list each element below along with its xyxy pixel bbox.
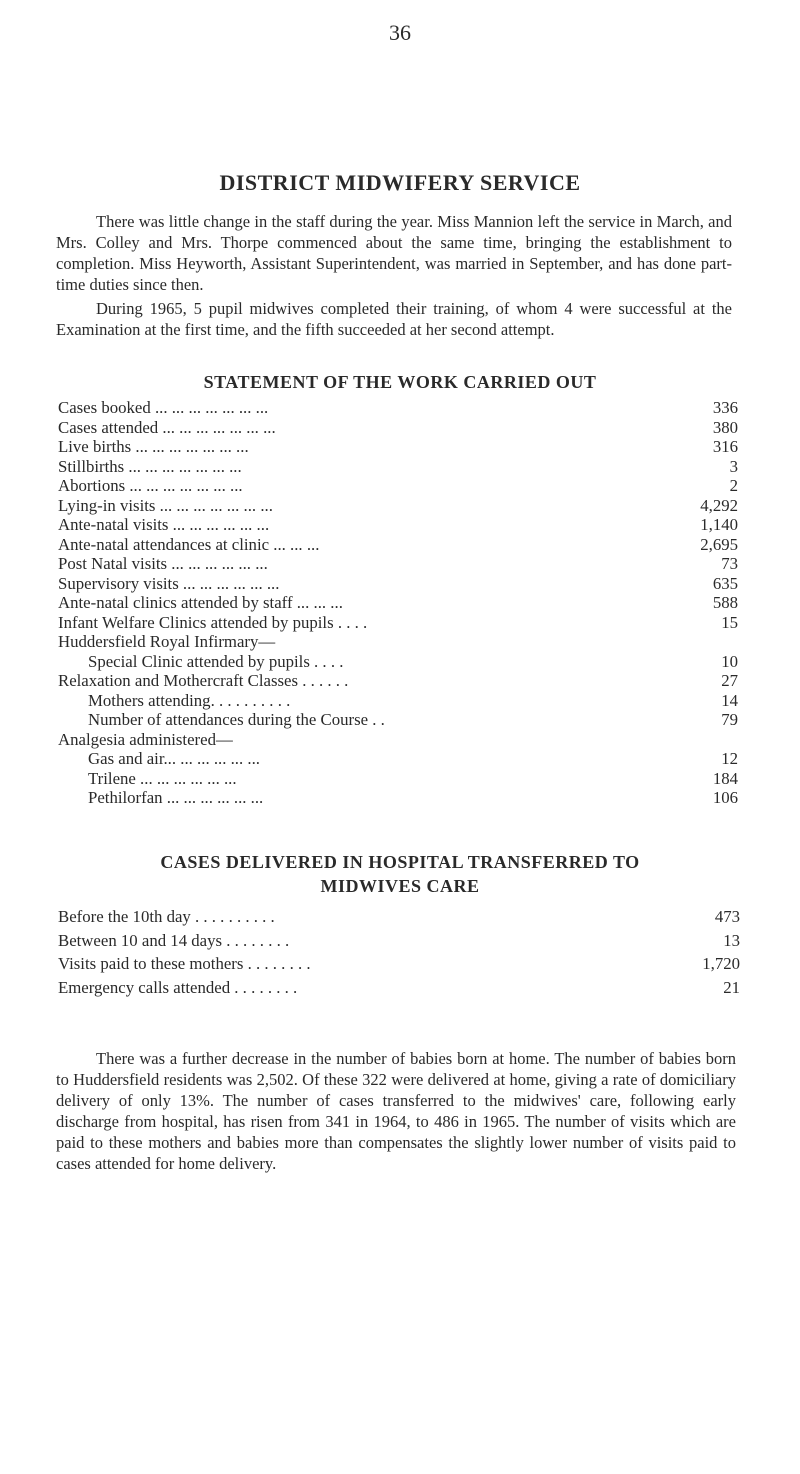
row-value: 3 [729, 456, 738, 476]
row-label: Visits paid to these mothers . . . . . . . . [58, 954, 311, 973]
row-value: 21 [723, 977, 740, 997]
table-row [58, 976, 740, 1000]
row-label: Relaxation and Mothercraft Classes . . . . . . [58, 671, 349, 690]
row-value: 12 [721, 749, 738, 768]
table-row [58, 691, 738, 711]
table-row [58, 554, 738, 574]
row-label: Ante-natal clinics attended by staff ... ... ... [58, 593, 343, 612]
row-value: 336 [712, 398, 738, 417]
row-label: Pethilorfan ... ... ... ... ... ... [88, 788, 264, 807]
row-label: Between 10 and 14 days . . . . . . . . [58, 930, 290, 950]
page-number: 36 [389, 20, 411, 45]
table-row [58, 929, 740, 953]
row-value: 4,292 [700, 495, 738, 515]
table-row [58, 952, 740, 976]
row-value: 473 [714, 907, 740, 926]
row-label: Gas and air... ... ... ... ... ... [88, 749, 260, 768]
row-value: 15 [721, 612, 738, 632]
row-label: Live births ... ... ... ... ... ... ... [58, 437, 249, 456]
table-row [58, 613, 738, 633]
row-label: Huddersfield Royal Infirmary— [58, 632, 276, 651]
work-statement-title: STATEMENT OF THE WORK CARRIED OUT [203, 372, 597, 392]
row-value: 635 [712, 573, 738, 593]
table-row [58, 418, 738, 438]
training-paragraph: During 1965, 5 pupil midwives completed their training, of whom 4 were successful at the Examination at the first time, and the fifth succeeded at her second attempt. [56, 299, 732, 339]
row-value: 1,720 [702, 954, 740, 973]
row-label: Infant Welfare Clinics attended by pupils . . . . [58, 612, 368, 632]
row-value: 13 [723, 930, 740, 950]
table-row [58, 710, 738, 730]
row-label: Trilene ... ... ... ... ... ... [88, 768, 237, 788]
row-label: Ante-natal visits ... ... ... ... ... ... [58, 515, 270, 534]
page-title: DISTRICT MIDWIFERY SERVICE [219, 170, 581, 195]
row-value: 14 [721, 690, 738, 710]
row-label: Supervisory visits ... ... ... ... ... ... [58, 573, 280, 593]
table-row [58, 749, 738, 769]
row-label: Cases booked ... ... ... ... ... ... ... [58, 398, 269, 417]
row-value: 316 [712, 437, 738, 456]
row-label: Lying-in visits ... ... ... ... ... ... ... [58, 495, 273, 515]
row-label: Post Natal visits ... ... ... ... ... ... [58, 554, 268, 573]
table-row [58, 652, 738, 672]
staff-paragraph: There was little change in the staff during the year. Miss Mannion left the service in March, and Mrs. Colley and Mrs. Thorpe commenced about the same time, bringing the establishment to completion. Miss Heyworth, Assistant Superintendent, was married in September, and has done part-time duties since then. [56, 212, 732, 294]
row-value: 79 [721, 710, 738, 729]
row-label: Abortions ... ... ... ... ... ... ... [58, 476, 243, 495]
row-label: Cases attended ... ... ... ... ... ... ... [58, 417, 276, 437]
table-row [58, 437, 738, 457]
row-label: Before the 10th day . . . . . . . . . . [58, 907, 275, 926]
row-label: Number of attendances during the Course . . [88, 710, 385, 729]
row-label: Mothers attending. . . . . . . . . . [88, 690, 291, 710]
work-statement-table [58, 398, 738, 808]
transfer-statement-title [0, 850, 800, 898]
transfer-title-line-2: MIDWIVES CARE [320, 876, 480, 896]
table-row [58, 574, 738, 594]
table-row [58, 398, 738, 418]
table-row [58, 457, 738, 477]
row-label: Analgesia administered— [58, 729, 233, 749]
table-row [58, 535, 738, 555]
row-label: Ante-natal attendances at clinic ... ... ... [58, 534, 320, 554]
table-row [58, 632, 738, 652]
row-value: 2,695 [700, 534, 738, 554]
row-value: 184 [712, 768, 738, 788]
table-row [58, 905, 740, 929]
table-row [58, 496, 738, 516]
table-row [58, 515, 738, 535]
transfer-statement-table [58, 905, 740, 999]
row-value: 2 [729, 476, 738, 495]
row-label: Emergency calls attended . . . . . . . . [58, 977, 298, 997]
row-value: 1,140 [700, 515, 738, 534]
table-row [58, 769, 738, 789]
row-value: 10 [721, 651, 738, 671]
table-row [58, 593, 738, 613]
transfer-title-line-1: CASES DELIVERED IN HOSPITAL TRANSFERRED TO [160, 852, 640, 872]
row-label: Special Clinic attended by pupils . . . . [88, 651, 344, 671]
home-births-paragraph: There was a further decrease in the number of babies born at home. The number of babies born to Huddersfield residents was 2,502. Of these 322 were delivered at home, giving a rate of domiciliary delivery of only 13%. The number of cases transferred to the midwives' care, following early discharge from hospital, has risen from 341 in 1964, to 486 in 1965. The number of visits which are paid to these mothers and babies more than compensates the slightly lower number of visits paid to cases attended for home delivery. [56, 1049, 736, 1173]
row-value: 588 [712, 593, 738, 612]
table-row [58, 671, 738, 691]
table-row [58, 788, 738, 808]
row-value: 73 [721, 554, 738, 573]
row-value: 380 [712, 417, 738, 437]
table-row [58, 730, 738, 750]
row-value: 27 [721, 671, 738, 690]
table-row [58, 476, 738, 496]
row-label: Stillbirths ... ... ... ... ... ... ... [58, 456, 242, 476]
row-value: 106 [712, 788, 738, 807]
